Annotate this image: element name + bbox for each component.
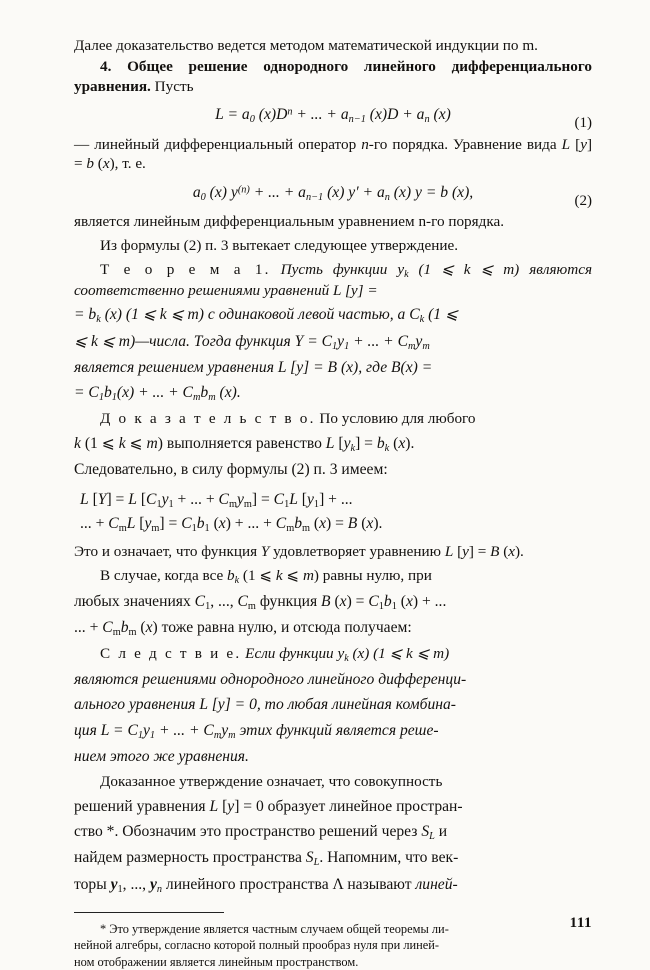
- page-number: 111: [569, 915, 592, 931]
- equation-1: $L = a_0$ $(x)D^n$ + ... + $a_{n-1}$ $(x)D + a_n$ (x): [215, 106, 451, 126]
- solution-space-line-5: торы $y_1$, ..., $y_n$ линейного пространства Λ называют линей-: [74, 875, 458, 895]
- proof-line-3-text: Следовательно, в силу формулы (2) п. 3 имеем:: [74, 461, 388, 479]
- paragraph-formula-ref: [74, 236, 592, 256]
- theorem-line-4: является решением уравнения L [y] = B (x), где B(x) =: [74, 358, 433, 376]
- corollary-line-3: ального уравнения L [y] = 0, то любая линейная комбина-: [74, 696, 456, 714]
- theorem-block: [74, 260, 592, 405]
- proof-line-2: k (1 ⩽ k ⩽ m) выполняется равенство L $[y_k] = b_k$ (x).: [74, 435, 415, 454]
- corollary-line-2: являются решениями однородного линейного дифференци-: [74, 671, 467, 689]
- section-heading-tail: Пусть: [150, 77, 194, 95]
- theorem-line-5: = $C_1b_1(x)$ + ... + $C_mb_m$ (x).: [74, 384, 241, 403]
- section-heading: 4. Общее решение однородного линейного дифференциального уравнения.: [74, 57, 592, 95]
- theorem-label: Т е о р е м а 1.: [100, 260, 271, 278]
- equation-3-line-2: ... + $C_mL$ $[y_m] = C_1b_1$ (x) + ... + $C_mb_m$ (x) = B (x).: [80, 514, 383, 534]
- footnote-line-2: нейной алгебры, согласно которой полный прообраз нуля при линей-: [74, 938, 440, 953]
- equation-2-number: (2): [574, 193, 592, 209]
- corollary-label: С л е д с т в и е.: [100, 645, 242, 663]
- solution-space-line-4: найдем размерность пространства $S_L$. Напомним, что век-: [74, 849, 459, 869]
- equation-2-wrap: [74, 183, 592, 209]
- equation-2: $a_0$ (x) $y^{(n)}$ + ... + $a_{n-1}$ (x) $y' + a_n$ (x) y = b (x),: [192, 184, 474, 203]
- equation-3: [74, 490, 592, 536]
- theorem-line-2: = $b_k$ (x) (1 ⩽ k ⩽ m) с одинаковой левой частью, а $C_k$ (1 ⩽: [74, 306, 459, 326]
- solution-space-line-3: ство *. Обозначим это пространство решений через $S_L$ и: [74, 823, 448, 842]
- corollary-block: [74, 644, 592, 767]
- paragraph-zero-case: [74, 566, 592, 639]
- proof-label: Д о к а з а т е л ь с т в о.: [100, 410, 316, 428]
- equation-1-number: (1): [574, 115, 592, 132]
- footnote-line-3: ном отображении является линейным пространством.: [74, 954, 359, 969]
- paragraph-zero-case-line-1: В случае, когда все $b_k$ (1 ⩽ k ⩽ m) равны нулю, при: [100, 566, 432, 586]
- theorem-line-1: Т е о р е м а 1. Пусть функции $y_k$ (1 ⩽ k ⩽ m) являются соответственно решениями уравнений L [y] =: [74, 260, 593, 299]
- footnote-line-1: * Это утверждение является частным случаем общей теоремы ли-: [100, 921, 449, 936]
- proof-line-1-text: По условию для любого: [319, 410, 476, 428]
- paragraph-formula-ref-text: Из формулы (2) п. 3 вытекает следующее утверждение.: [100, 237, 459, 254]
- paragraph-induction-text: Далее доказательство ведется методом математической индукции по m.: [74, 37, 538, 54]
- paragraph-induction: [74, 36, 592, 56]
- section-heading-paragraph: [74, 57, 592, 97]
- corollary-line-1: С л е д с т в и е. Если функции $y_k$ (x) (1 ⩽ k ⩽ m): [100, 645, 450, 664]
- footnote-block: [74, 921, 592, 970]
- solution-space-line-1: Доказанное утверждение означает, что совокупность: [100, 773, 443, 791]
- equation-1-wrap: [74, 105, 592, 132]
- proof-line-3: [74, 460, 592, 480]
- corollary-line-4: ция $L = C_1y_1$ + ... + $C_my_m$ этих функций является реше-: [74, 721, 439, 741]
- paragraph-zero-case-line-2: любых значениях $C_1$, ..., $C_m$ функция B $(x) = C_1b_1$ (x) + ...: [74, 592, 447, 612]
- paragraph-zero-case-line-3: ... + $C_mb_m$ (x) тоже равна нулю, и отсюда получаем:: [74, 618, 412, 638]
- paragraph-linear-order: [74, 212, 592, 232]
- corollary-line-5: нием этого же уравнения.: [74, 747, 249, 765]
- theorem-line-3: ⩽ k ⩽ m)—числа. Тогда функция $Y = C_1y_1$ + ... + $C_my_m$: [74, 332, 430, 352]
- equation-3-line-1: L [Y] = L [$C_1y_1$ + ... + $C_my_m] = C_1L$ $[y_1]$ + ...: [80, 490, 353, 510]
- paragraph-operator: — линейный дифференциальный оператор n-го порядка. Уравнение вида L [у] = b (x), т. е.: [74, 135, 592, 173]
- proof-block: [74, 409, 592, 480]
- paragraph-solution-space: [74, 772, 592, 896]
- paragraph-linear-order-text: является линейным дифференциальным уравнением n-го порядка.: [74, 213, 505, 231]
- proof-line-1: [74, 409, 592, 429]
- solution-space-line-2: решений уравнения L [y] = 0 образует линейное простран-: [74, 797, 463, 815]
- footnote-rule: [74, 912, 224, 913]
- paragraph-means-y: Это и означает, что функция Y удовлетворяет уравнению L [y] = B (x).: [74, 543, 524, 561]
- page-body: [74, 36, 592, 896]
